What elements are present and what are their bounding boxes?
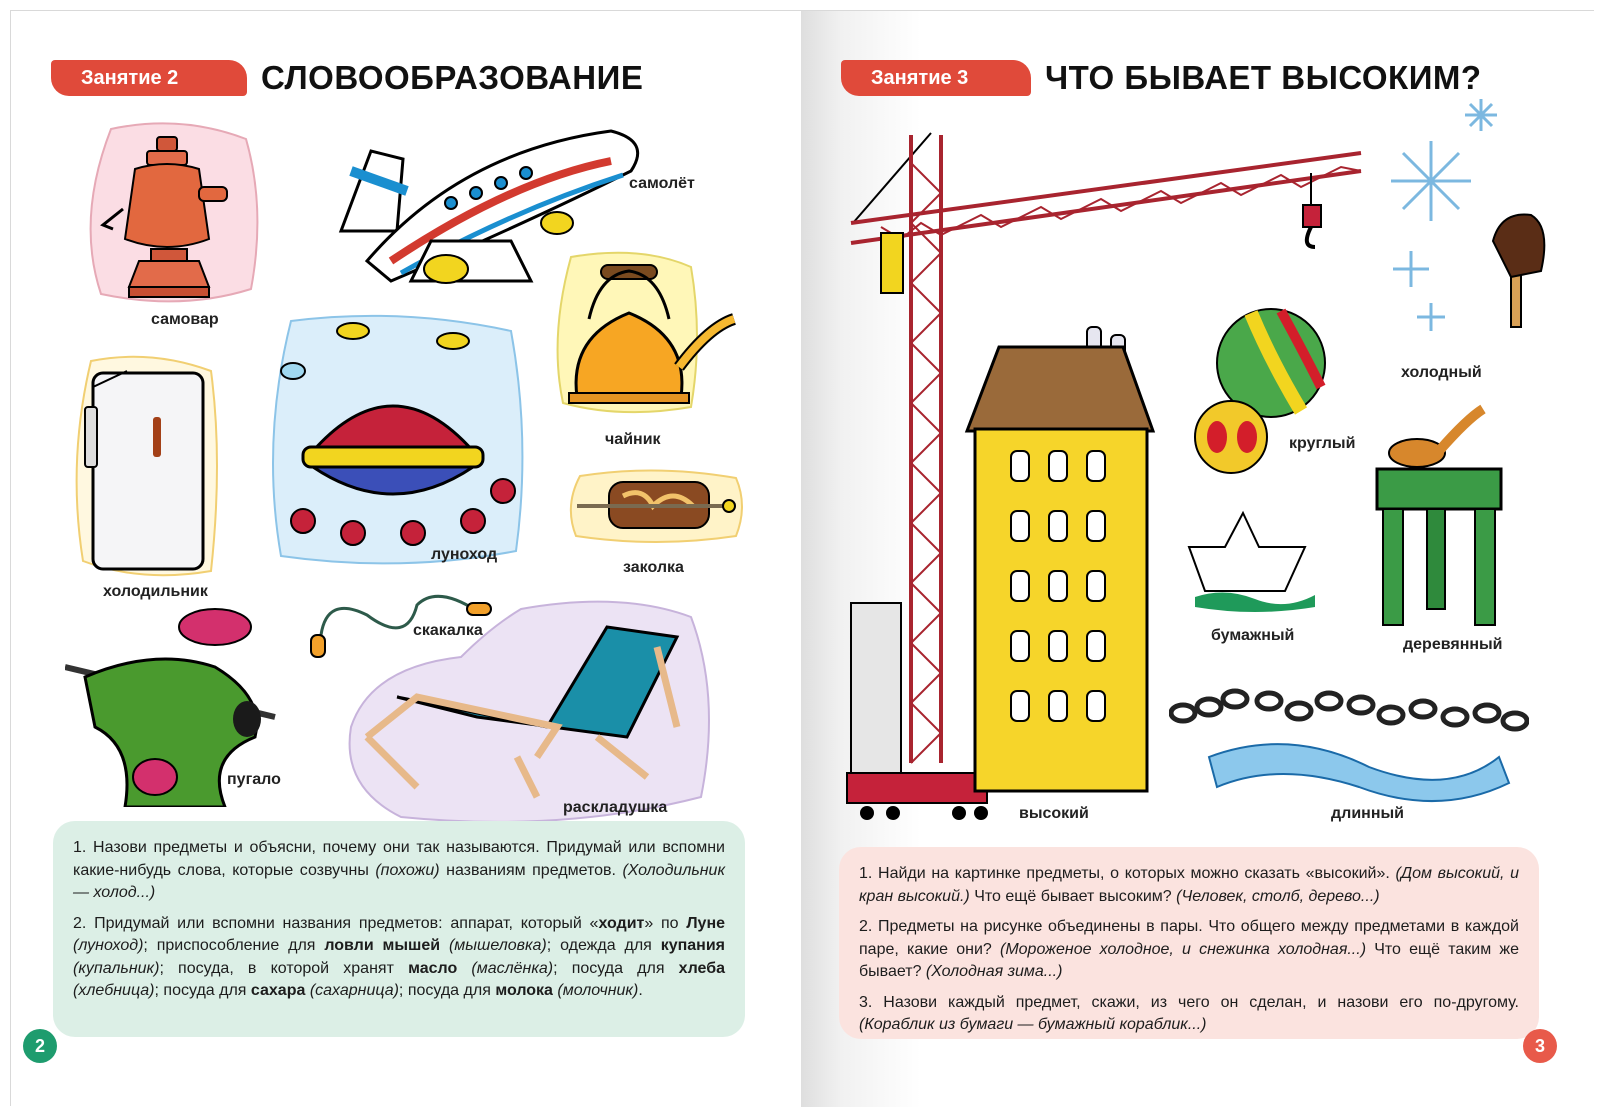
task-keyword: купания: [660, 937, 726, 954]
task-text: ; одежда для: [546, 937, 661, 954]
task-hint: (Холодная зима...): [925, 963, 1063, 980]
task-text: » по: [644, 914, 687, 932]
hairpin-picture: [573, 476, 743, 536]
page-title: СЛОВООБРАЗОВАНИЕ: [261, 59, 644, 96]
label-round: круглый: [1289, 435, 1356, 452]
label-kettle: чайник: [605, 431, 661, 448]
lunokhod-picture: [273, 311, 523, 551]
cot-picture: [357, 607, 697, 807]
label-lunokhod: луноход: [431, 546, 498, 563]
task-hint: (Мороженое холодное, и снежинка холодная...): [1000, 940, 1367, 958]
left-task-1: [73, 837, 725, 905]
book-spread: [10, 10, 1594, 1106]
task-hint: (похожи): [375, 861, 440, 879]
task-hint: (мышеловка): [440, 937, 547, 954]
right-task-box: [839, 847, 1539, 1039]
task-keyword: Луне: [686, 914, 726, 932]
right-task-1: [859, 863, 1519, 908]
lesson-tag: Занятие 3: [841, 60, 1031, 96]
task-text: Что ещё бывает высоким?: [969, 887, 1177, 905]
kettle-picture: [559, 257, 739, 407]
label-scarecrow: пугало: [227, 771, 281, 788]
ladle-stool-picture: [1367, 399, 1517, 639]
chain-scarf-picture: [1169, 687, 1529, 817]
task-keyword: ходит: [598, 914, 645, 932]
label-samovar: самовар: [151, 311, 219, 328]
task-hint: (купальник): [73, 959, 160, 977]
left-page: [11, 11, 801, 1107]
task-hint: (маслёнка): [457, 959, 554, 977]
task-text: ; посуда, в которой хранят: [159, 959, 409, 977]
task-text: названиям предметов.: [439, 861, 623, 879]
snowflake-icecream-picture: [1391, 91, 1571, 351]
task-text: ; посуда для: [398, 982, 496, 999]
page-title: ЧТО БЫВАЕТ ВЫСОКИМ?: [1045, 59, 1482, 96]
task-text: ; посуда для: [154, 982, 251, 999]
house-picture: [963, 321, 1163, 801]
label-paper: бумажный: [1211, 627, 1295, 644]
task-keyword: масло: [408, 959, 458, 977]
balls-picture: [1191, 301, 1331, 481]
task-text: ; посуда для: [553, 959, 679, 977]
paper-boat-picture: [1185, 507, 1325, 617]
task-keyword: хлеба: [678, 959, 725, 977]
task-text: 1. Назови предметы и объясни, почему они так называются. Придумай или вспомни какие-нибудь слова, которые созвучны: [73, 839, 725, 879]
lesson-tag: Занятие 2: [51, 60, 247, 96]
task-hint: (молочник): [552, 982, 639, 999]
right-task-2: [859, 916, 1519, 984]
task-text: Что ещё таким же бывает?: [859, 940, 1519, 980]
task-hint: (Человек, столб, дерево...): [1176, 887, 1380, 905]
page-number-left: 2: [23, 1029, 57, 1063]
task-hint: (сахарница): [305, 982, 399, 999]
label-cold: холодный: [1401, 364, 1482, 381]
samovar-picture: [99, 129, 239, 309]
label-tall: высокий: [1019, 805, 1089, 822]
label-fridge: холодильник: [103, 583, 208, 600]
label-hairpin: заколка: [623, 559, 684, 576]
label-jump-rope: скакалка: [413, 622, 483, 639]
label-wooden: деревянный: [1403, 636, 1503, 653]
task-hint: (луноход): [73, 937, 144, 954]
task-text: 2. Предметы на рисунке объединены в пары. Что общего между предметами в каждой паре, какие они?: [859, 918, 1519, 958]
label-airplane: самолёт: [629, 175, 695, 192]
task-keyword: ловли мышей: [324, 937, 441, 954]
task-hint: (Холодильник — холод...): [73, 861, 726, 901]
label-long: длинный: [1331, 805, 1404, 822]
task-hint: (хлебница): [73, 982, 155, 999]
task-text: ; приспособление для: [143, 937, 325, 954]
task-keyword: сахара: [250, 982, 306, 999]
right-page: [801, 11, 1595, 1107]
fridge-picture: [83, 367, 213, 577]
label-cot: раскладушка: [563, 799, 668, 816]
task-hint: (Дом высокий, и кран высокий.): [859, 865, 1519, 905]
task-hint: (Кораблик из бумаги — бумажный кораблик...): [859, 1016, 1207, 1033]
task-text: .: [638, 982, 643, 999]
task-text: 1. Найди на картинке предметы, о которых можно сказать «высокий».: [859, 865, 1396, 882]
task-keyword: молока: [495, 982, 553, 999]
task-text: 2. Придумай или вспомни названия предметов: аппарат, который «: [73, 914, 599, 932]
page-number-right: 3: [1523, 1029, 1557, 1063]
right-task-3: [859, 992, 1519, 1037]
left-task-2: [73, 913, 725, 1003]
left-task-box: [53, 821, 745, 1037]
task-text: 3. Назови каждый предмет, скажи, из чего он сделан, и назови его по-другому.: [859, 993, 1519, 1011]
